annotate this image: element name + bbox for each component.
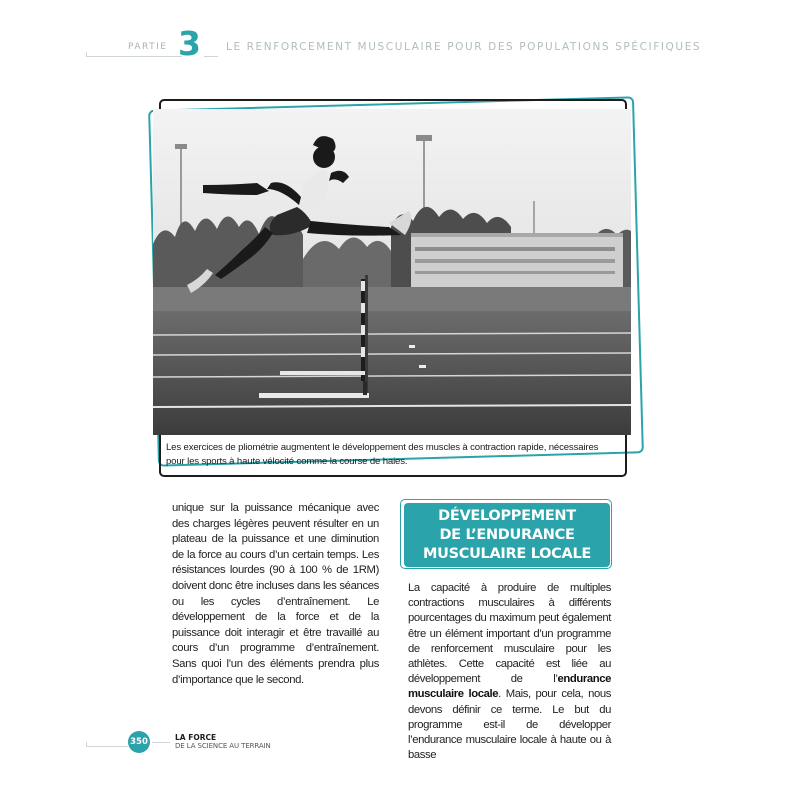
footer-rule-tick xyxy=(86,742,87,747)
part-number: 3 xyxy=(178,24,201,63)
section-heading-line: MUSCULAIRE LOCALE xyxy=(423,546,591,562)
right-column-paragraph xyxy=(408,581,611,763)
bold-term: endurance musculaire locale xyxy=(408,673,611,701)
figure-caption: Les exercices de pliométrie augmentent le développement des muscles à contraction rapide, nécessaires pour les sports à haute vélocité comme la course de haies. xyxy=(166,442,599,467)
right-column xyxy=(408,581,611,763)
part-label: PARTIE xyxy=(128,42,168,52)
page-number-badge: 350 xyxy=(128,731,150,753)
header-rule-right xyxy=(204,56,218,57)
paragraph-text-after: . Mais, pour cela, nous devons définir ce terme. Le but du programme est-il de développer l’endurance musculaire locale à haute ou à basse xyxy=(408,688,611,762)
footer-rule-right xyxy=(152,742,170,743)
section-heading-line: DÉVELOPPEMENT xyxy=(438,508,576,524)
section-heading xyxy=(404,507,610,564)
book-subtitle: DE LA SCIENCE AU TERRAIN xyxy=(175,742,271,750)
header-rule-left xyxy=(86,56,182,57)
athlete-hurdling-photo xyxy=(153,109,631,435)
footer-rule-left xyxy=(86,746,128,747)
header-rule-tick xyxy=(86,52,87,57)
left-column-paragraph: unique sur la puissance mécanique avec des charges légères peuvent résulter en un plateau de la puissance et une diminution de la force au cours d’un certain temps. Les résistances lourdes (90 à 100 % de 1RM) doivent donc être incluses dans les séances ou les cycles d’entraînement. Le développement de la force et de la puissance doit interagir et être travaillé au cours d’un programme d’entraînement. Sans quoi l’un des éléments prendra plus d’importance que le second. xyxy=(172,502,379,686)
book-title: LA FORCE xyxy=(175,733,217,742)
running-header-title: LE RENFORCEMENT MUSCULAIRE POUR DES POPULATIONS SPÉCIFIQUES xyxy=(226,41,702,53)
left-column xyxy=(172,501,379,688)
section-heading-line: DE L’ENDURANCE xyxy=(439,527,575,543)
paragraph-text-before: La capacité à produire de multiples contractions musculaires à différents pourcentages du maximum peut également être un élément important d’un programme de renforcement musculaire pour les athlètes. Cette capacité est liée au développement de l’ xyxy=(408,582,611,686)
